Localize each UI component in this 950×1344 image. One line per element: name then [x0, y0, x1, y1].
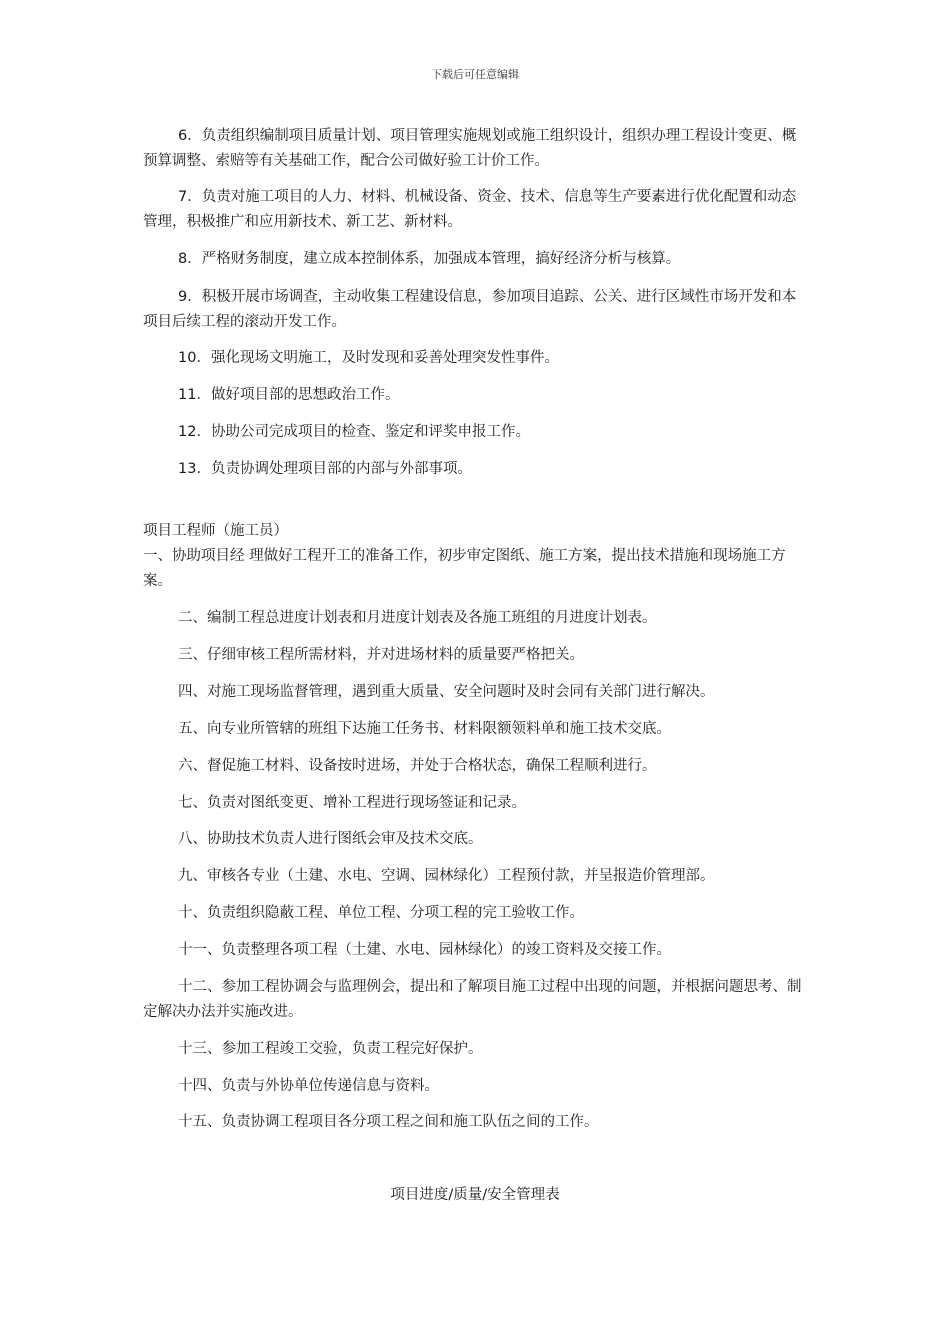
page-header: 下载后可任意编辑	[431, 68, 519, 81]
duty-item-6: 6．负责组织编制项目质量计划、项目管理实施规划或施工组织设计，组织办理工程设计变更、概预算调整、索赔等有关基础工作，配合公司做好验工计价工作。	[143, 128, 797, 169]
engineer-duty-7: 七、负责对图纸变更、增补工程进行现场签证和记录。	[178, 795, 526, 811]
table-caption: 项目进度/质量/安全管理表	[390, 1187, 560, 1203]
engineer-duty-2: 二、编制工程总进度计划表和月进度计划表及各施工班组的月进度计划表。	[178, 610, 657, 626]
duty-item-8: 8．严格财务制度，建立成本控制体系，加强成本管理，搞好经济分析与核算。	[178, 251, 681, 267]
engineer-duty-15: 十五、负责协调工程项目各分项工程之间和施工队伍之间的工作。	[178, 1114, 599, 1130]
duty-item-11: 11．做好项目部的思想政治工作。	[178, 387, 400, 403]
engineer-duty-9: 九、审核各专业（土建、水电、空调、园林绿化）工程预付款，并呈报造价管理部。	[178, 868, 715, 884]
engineer-duty-6: 六、督促施工材料、设备按时进场，并处于合格状态，确保工程顺利进行。	[178, 758, 657, 774]
engineer-duty-14: 十四、负责与外协单位传递信息与资料。	[178, 1078, 439, 1094]
engineer-duty-8: 八、协助技术负责人进行图纸会审及技术交底。	[178, 831, 483, 847]
duty-item-12: 12．协助公司完成项目的检查、鉴定和评奖申报工作。	[178, 424, 530, 440]
duty-item-10: 10．强化现场文明施工，及时发现和妥善处理突发性事件。	[178, 350, 559, 366]
engineer-duty-4: 四、对施工现场监督管理，遇到重大质量、安全问题时及时会同有关部门进行解决。	[178, 684, 715, 700]
engineer-duty-3: 三、仔细审核工程所需材料，并对进场材料的质量要严格把关。	[178, 647, 584, 663]
engineer-duty-5: 五、向专业所管辖的班组下达施工任务书、材料限额领料单和施工技术交底。	[178, 721, 671, 737]
engineer-duty-13: 十三、参加工程竣工交验，负责工程完好保护。	[178, 1041, 483, 1057]
duty-item-13: 13．负责协调处理项目部的内部与外部事项。	[178, 461, 472, 477]
section-title-engineer: 项目工程师（施工员）	[143, 523, 288, 539]
duty-item-9: 9．积极开展市场调查，主动收集工程建设信息，参加项目追踪、公关、进行区域性市场开发和本项目后续工程的滚动开发工作。	[143, 289, 797, 330]
engineer-duty-10: 十、负责组织隐蔽工程、单位工程、分项工程的完工验收工作。	[178, 905, 584, 921]
engineer-duty-1: 一、协助项目经 理做好工程开工的准备工作，初步审定图纸、施工方案，提出技术措施和现场施工方案。	[143, 548, 786, 589]
engineer-duty-12: 十二、参加工程协调会与监理例会，提出和了解项目施工过程中出现的问题，并根据问题思考、制定解决办法并实施改进。	[143, 979, 802, 1020]
duty-item-7: 7．负责对施工项目的人力、材料、机械设备、资金、技术、信息等生产要素进行优化配置和动态管理，积极推广和应用新技术、新工艺、新材料。	[143, 189, 797, 230]
engineer-duty-11: 十一、负责整理各项工程（土建、水电、园林绿化）的竣工资料及交接工作。	[178, 942, 671, 958]
